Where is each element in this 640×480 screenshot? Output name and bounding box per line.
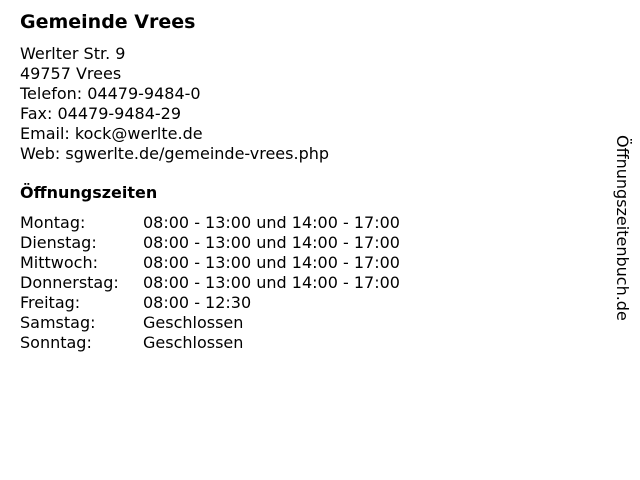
- hours-day: Dienstag:: [20, 233, 97, 252]
- business-card: [20, 11, 600, 353]
- phone-line: Telefon: 04479-9484-0: [20, 84, 201, 103]
- hours-day: Montag:: [20, 213, 86, 232]
- address-street: Werlter Str. 9: [20, 44, 126, 63]
- hours-time: 08:00 - 13:00 und 14:00 - 17:00: [143, 213, 400, 232]
- web-line: Web: sgwerlte.de/gemeinde-vrees.php: [20, 144, 330, 163]
- hours-table: [20, 213, 600, 353]
- hours-row-monday: [20, 213, 600, 233]
- address-city: 49757 Vrees: [20, 64, 122, 83]
- hours-row-thursday: [20, 273, 600, 293]
- hours-row-sunday: [20, 333, 600, 353]
- hours-time: 08:00 - 13:00 und 14:00 - 17:00: [143, 253, 400, 272]
- fax-line: Fax: 04479-9484-29: [20, 104, 182, 123]
- hours-row-friday: [20, 293, 600, 313]
- hours-time: Geschlossen: [143, 333, 244, 352]
- hours-time: 08:00 - 12:30: [143, 293, 252, 312]
- hours-day: Sonntag:: [20, 333, 92, 352]
- brand-watermark: Öffnungszeitenbuch.de: [613, 135, 632, 321]
- hours-day: Freitag:: [20, 293, 81, 312]
- hours-day: Mittwoch:: [20, 253, 98, 272]
- hours-time: 08:00 - 13:00 und 14:00 - 17:00: [143, 233, 400, 252]
- hours-time: Geschlossen: [143, 313, 244, 332]
- hours-heading: Öffnungszeiten: [20, 183, 158, 202]
- hours-row-tuesday: [20, 233, 600, 253]
- contact-block: [20, 44, 600, 164]
- hours-time: 08:00 - 13:00 und 14:00 - 17:00: [143, 273, 400, 292]
- email-line: Email: kock@werlte.de: [20, 124, 203, 143]
- hours-row-saturday: [20, 313, 600, 333]
- hours-row-wednesday: [20, 253, 600, 273]
- business-title: Gemeinde Vrees: [20, 11, 196, 33]
- hours-day: Donnerstag:: [20, 273, 119, 292]
- hours-day: Samstag:: [20, 313, 96, 332]
